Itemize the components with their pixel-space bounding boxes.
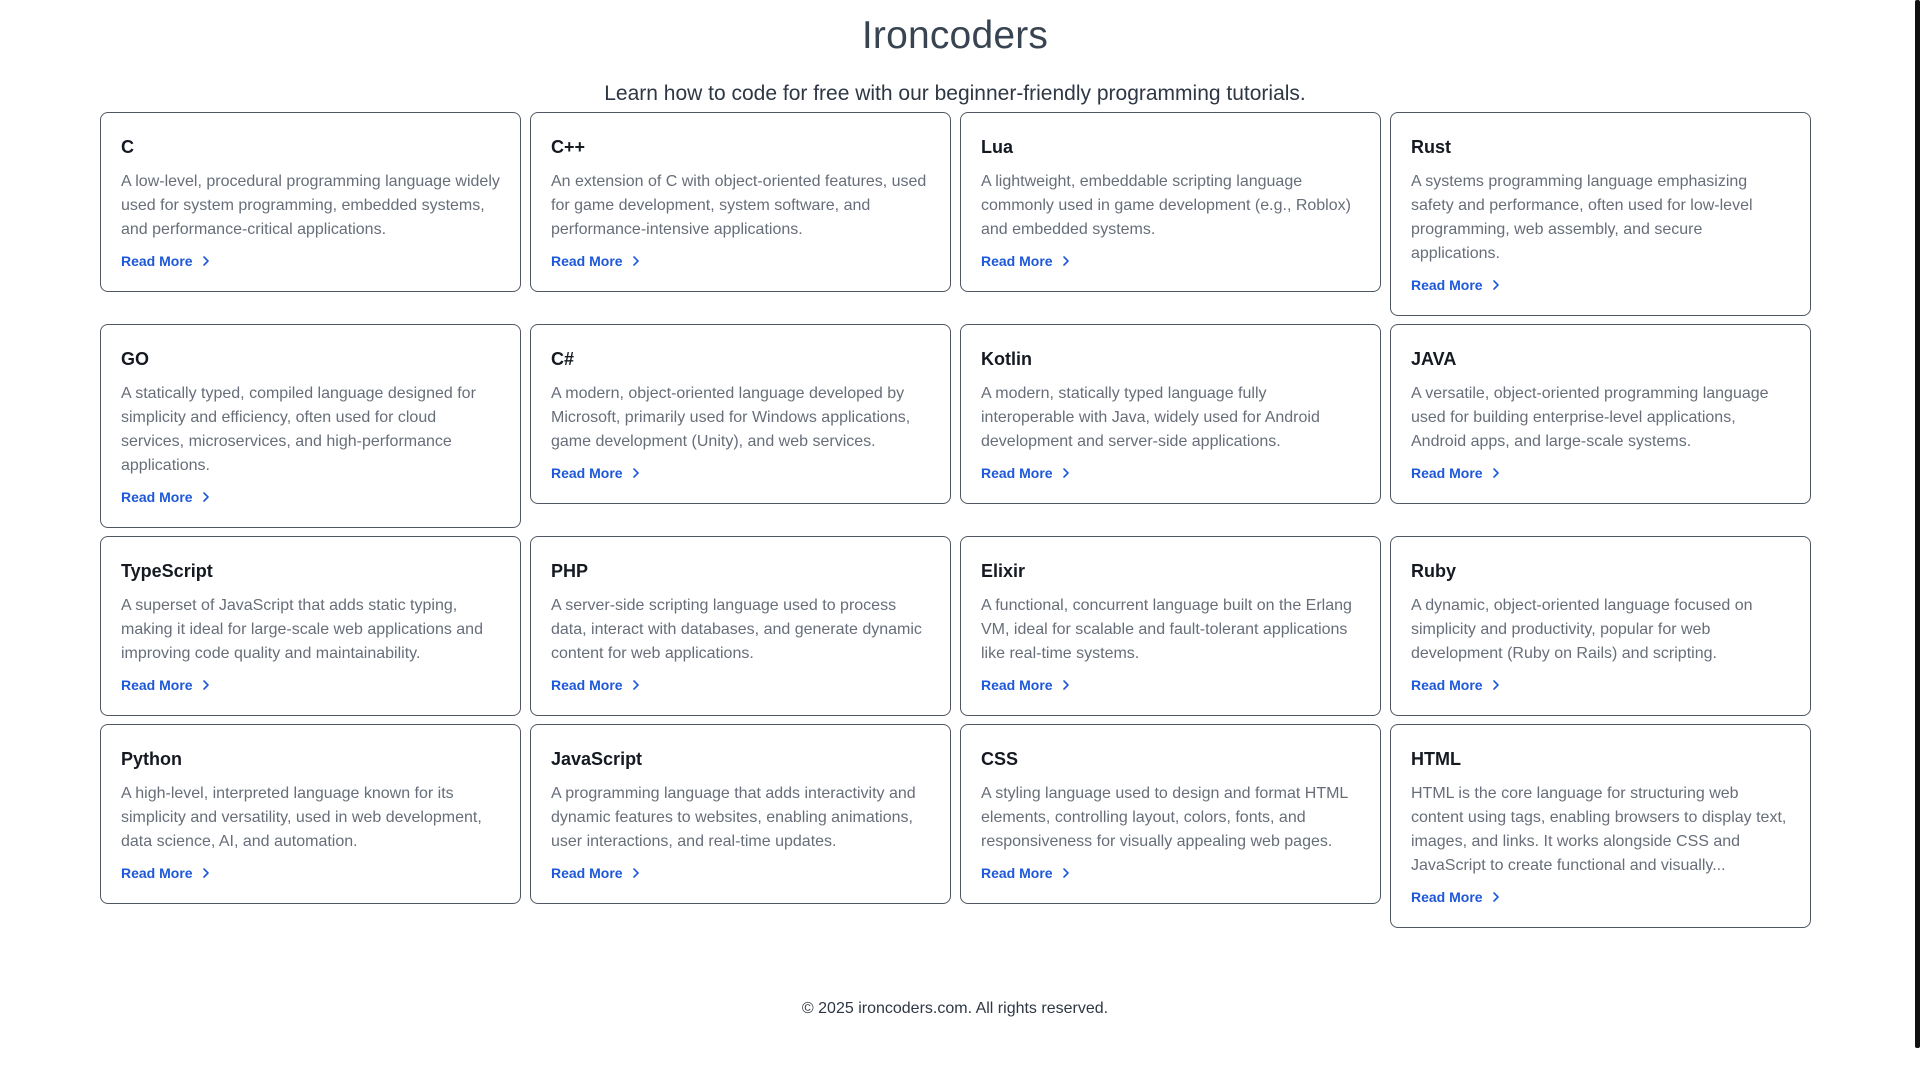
card-title: HTML (1411, 749, 1461, 769)
read-more-label: Read More (981, 465, 1053, 481)
card-title: Python (121, 749, 182, 769)
vertical-scrollbar[interactable] (1915, 0, 1920, 1048)
read-more-label: Read More (1411, 677, 1483, 693)
card-title: Ruby (1411, 561, 1456, 581)
chevron-right-icon (200, 491, 212, 503)
read-more-label: Read More (1411, 277, 1483, 293)
chevron-right-icon (1060, 867, 1072, 879)
language-card-cpp (530, 112, 951, 292)
language-card-python (100, 724, 521, 904)
read-more-label: Read More (981, 865, 1053, 881)
language-card-typescript (100, 536, 521, 716)
read-more-link[interactable] (551, 675, 642, 695)
read-more-link[interactable] (551, 863, 642, 883)
read-more-link[interactable] (551, 251, 642, 271)
card-description: A functional, concurrent language built on the Erlang VM, ideal for scalable and fault-tolerant applications like real-time systems. (981, 597, 1352, 662)
chevron-right-icon (200, 679, 212, 691)
read-more-link[interactable] (121, 863, 212, 883)
chevron-right-icon (630, 255, 642, 267)
language-card-csharp (530, 324, 951, 504)
chevron-right-icon (1490, 679, 1502, 691)
language-card-kotlin (960, 324, 1381, 504)
chevron-right-icon (1060, 255, 1072, 267)
card-description: A styling language used to design and format HTML elements, controlling layout, colors, fonts, and responsiveness for visually appealing web pages. (981, 785, 1348, 850)
read-more-link[interactable] (981, 863, 1072, 883)
read-more-label: Read More (551, 465, 623, 481)
card-title: Rust (1411, 137, 1451, 157)
card-description: An extension of C with object-oriented features, used for game development, system software, and performance-intensive applications. (551, 173, 927, 238)
site-tagline: Learn how to code for free with our beginner-friendly programming tutorials. (604, 82, 1306, 105)
chevron-right-icon (1060, 467, 1072, 479)
read-more-label: Read More (981, 253, 1053, 269)
read-more-link[interactable] (121, 487, 212, 507)
language-card-go (100, 324, 521, 528)
read-more-link[interactable] (1411, 675, 1502, 695)
read-more-link[interactable] (121, 675, 212, 695)
chevron-right-icon (630, 679, 642, 691)
chevron-right-icon (1490, 891, 1502, 903)
card-description: A programming language that adds interactivity and dynamic features to websites, enabling animations, user interactions, and real-time updates. (551, 785, 916, 850)
read-more-link[interactable] (121, 251, 212, 271)
chevron-right-icon (1060, 679, 1072, 691)
card-description: A modern, object-oriented language developed by Microsoft, primarily used for Windows applications, game development (Unity), and web services. (551, 385, 911, 450)
language-card-html (1390, 724, 1811, 928)
card-title: Kotlin (981, 349, 1032, 369)
language-card-grid (100, 112, 1812, 928)
card-description: A server-side scripting language used to process data, interact with databases, and generate dynamic content for web applications. (551, 597, 922, 662)
chevron-right-icon (630, 867, 642, 879)
card-title: GO (121, 349, 150, 369)
card-description: A modern, statically typed language fully interoperable with Java, widely used for Android development and server-side applications. (981, 385, 1320, 450)
chevron-right-icon (200, 867, 212, 879)
card-title: C (121, 137, 134, 157)
card-title: C# (551, 349, 575, 369)
card-title: TypeScript (121, 561, 213, 581)
card-description: HTML is the core language for structuring web content using tags, enabling browsers to display text, images, and links. It works alongside CSS and JavaScript to create functional and visually... (1411, 785, 1787, 874)
card-title: Elixir (981, 561, 1026, 581)
card-description: A high-level, interpreted language known for its simplicity and versatility, used in web development, data science, AI, and automation. (121, 785, 482, 850)
read-more-link[interactable] (551, 463, 642, 483)
read-more-label: Read More (1411, 465, 1483, 481)
language-card-ruby (1390, 536, 1811, 716)
read-more-label: Read More (551, 677, 623, 693)
read-more-link[interactable] (981, 251, 1072, 271)
card-title: JAVA (1411, 349, 1457, 369)
read-more-link[interactable] (981, 463, 1072, 483)
read-more-label: Read More (551, 865, 623, 881)
chevron-right-icon (200, 255, 212, 267)
read-more-label: Read More (121, 677, 193, 693)
language-card-php (530, 536, 951, 716)
language-card-elixir (960, 536, 1381, 716)
card-description: A versatile, object-oriented programming language used for building enterprise-level applications, Android apps, and large-scale systems. (1411, 385, 1769, 450)
card-description: A low-level, procedural programming language widely used for system programming, embedded systems, and performance-critical applications. (121, 173, 500, 238)
language-card-lua (960, 112, 1381, 292)
read-more-link[interactable] (1411, 887, 1502, 907)
chevron-right-icon (630, 467, 642, 479)
read-more-link[interactable] (981, 675, 1072, 695)
read-more-link[interactable] (1411, 275, 1502, 295)
read-more-label: Read More (121, 253, 193, 269)
chevron-right-icon (1490, 467, 1502, 479)
read-more-label: Read More (551, 253, 623, 269)
footer-copyright: © 2025 ironcoders.com. All rights reserved. (801, 1000, 1109, 1017)
read-more-label: Read More (121, 865, 193, 881)
language-card-rust (1390, 112, 1811, 316)
language-card-javascript (530, 724, 951, 904)
card-description: A statically typed, compiled language designed for simplicity and efficiency, often used for cloud services, microservices, and high-performance applications. (121, 385, 476, 474)
read-more-link[interactable] (1411, 463, 1502, 483)
card-description: A systems programming language emphasizing safety and performance, often used for low-level programming, web assembly, and secure applications. (1411, 173, 1753, 262)
read-more-label: Read More (981, 677, 1053, 693)
read-more-label: Read More (121, 489, 193, 505)
language-card-css (960, 724, 1381, 904)
card-title: JavaScript (551, 749, 643, 769)
chevron-right-icon (1490, 279, 1502, 291)
card-title: Lua (981, 137, 1014, 157)
card-description: A lightweight, embeddable scripting language commonly used in game development (e.g., Roblox) and embedded systems. (981, 173, 1351, 238)
language-card-c (100, 112, 521, 292)
card-description: A dynamic, object-oriented language focused on simplicity and productivity, popular for web development (Ruby on Rails) and scripting. (1411, 597, 1753, 662)
card-title: PHP (551, 561, 589, 581)
site-title: Ironcoders (861, 14, 1049, 57)
language-card-java (1390, 324, 1811, 504)
card-title: C++ (551, 137, 586, 157)
card-description: A superset of JavaScript that adds static typing, making it ideal for large-scale web applications and improving code quality and maintainability. (121, 597, 483, 662)
read-more-label: Read More (1411, 889, 1483, 905)
card-title: CSS (981, 749, 1019, 769)
